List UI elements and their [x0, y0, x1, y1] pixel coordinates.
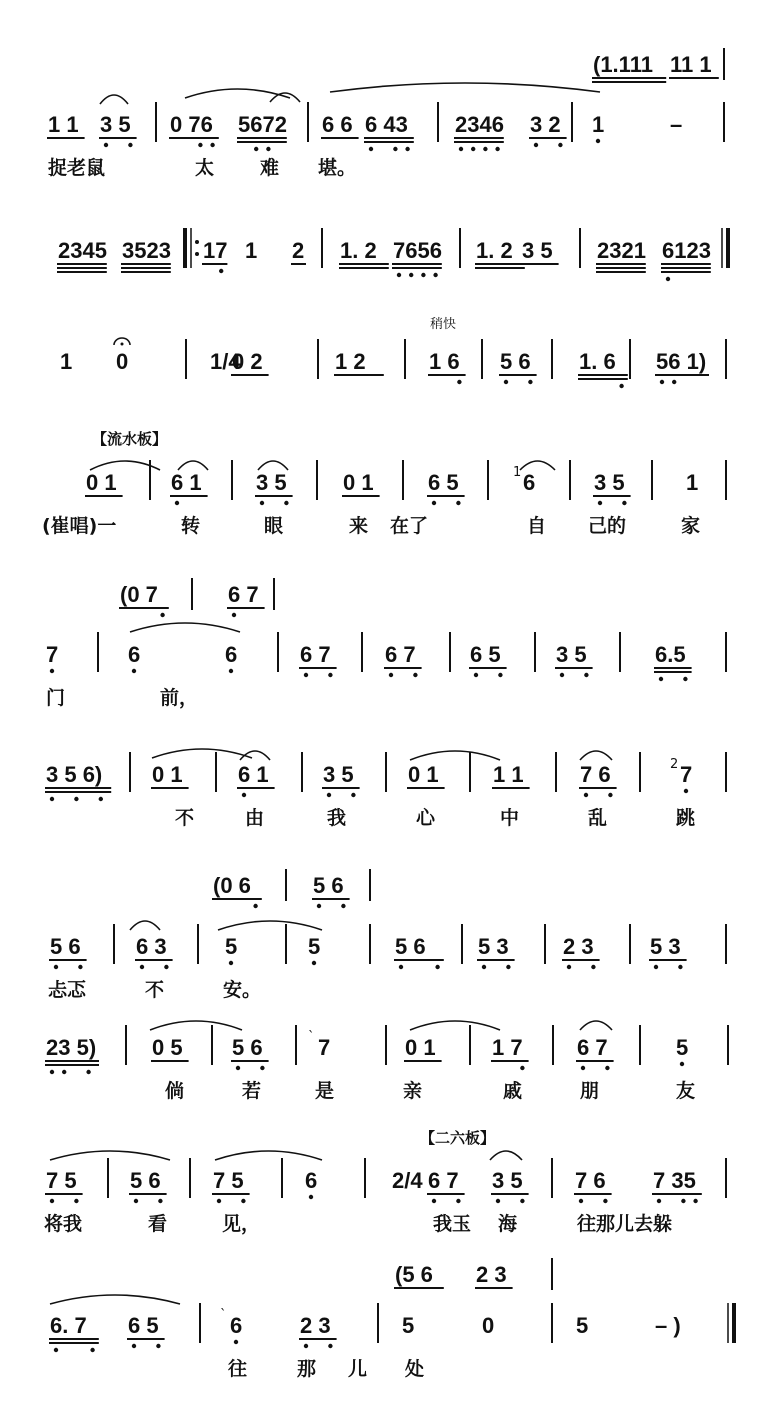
octave-dot	[666, 277, 670, 281]
octave-dot	[304, 673, 308, 677]
octave-dot	[504, 380, 508, 384]
lyric-text: 我	[327, 807, 347, 829]
note-group: 1 6	[429, 349, 460, 374]
octave-dot	[317, 904, 321, 908]
octave-dot	[327, 793, 331, 797]
slur	[258, 461, 288, 470]
octave-dot	[50, 797, 54, 801]
fermata-dot	[121, 343, 124, 346]
note-group: 2/4	[392, 1168, 423, 1193]
note-group: 6	[225, 642, 238, 667]
note-group: 7	[318, 1035, 331, 1060]
note-group: 1. 2	[340, 238, 377, 263]
octave-dot	[659, 677, 663, 681]
octave-dot	[389, 673, 393, 677]
note-group: 6 43	[365, 112, 408, 137]
lyric-text: 不	[145, 979, 165, 1001]
note-group: 56 1)	[656, 349, 707, 374]
grace-note: 2	[670, 757, 679, 772]
octave-dot	[198, 143, 202, 147]
lyric-text: 跳	[676, 807, 696, 829]
note-group: 0	[482, 1313, 495, 1338]
note-group: 2 3	[300, 1313, 331, 1338]
octave-dot	[528, 380, 532, 384]
lyric-text: 难	[260, 157, 280, 179]
note-group: 0 1	[405, 1035, 436, 1060]
octave-dot	[156, 1344, 160, 1348]
note-group: 1 2	[335, 349, 366, 374]
octave-dot	[229, 961, 233, 965]
octave-dot	[132, 669, 136, 673]
note-group: 5	[676, 1035, 689, 1060]
note-group: 0 76	[170, 112, 213, 137]
note-group: 1	[686, 470, 699, 495]
octave-dot	[74, 1199, 78, 1203]
note-group: 0 1	[408, 762, 439, 787]
octave-dot	[254, 147, 258, 151]
octave-dot	[86, 1070, 90, 1074]
note-group: – )	[655, 1313, 681, 1338]
octave-dot	[558, 143, 562, 147]
octave-dot	[680, 1062, 684, 1066]
lyric-text: 见，	[222, 1213, 261, 1235]
slur	[215, 1151, 322, 1160]
note-group: 5	[225, 934, 238, 959]
octave-dot	[495, 147, 499, 151]
note-group: 5 6	[395, 934, 426, 959]
note-group: 2321	[597, 238, 646, 263]
lyric-text: 自	[527, 515, 547, 537]
lyric-text: 我玉	[433, 1213, 472, 1235]
note-group: 5 3	[478, 934, 509, 959]
octave-dot	[260, 1066, 264, 1070]
octave-dot	[678, 965, 682, 969]
octave-dot	[50, 669, 54, 673]
repeat-dot	[195, 252, 199, 256]
octave-dot	[397, 273, 401, 277]
octave-dot	[217, 1199, 221, 1203]
octave-dot	[684, 789, 688, 793]
slur	[218, 921, 322, 930]
octave-dot	[132, 1344, 136, 1348]
lyric-text: 堪。	[318, 157, 357, 179]
note-group: (1.111	[593, 52, 653, 77]
octave-dot	[471, 147, 475, 151]
slur	[330, 83, 600, 92]
octave-dot	[50, 1070, 54, 1074]
lyric-text: 往	[228, 1358, 248, 1380]
note-group: 6 3	[136, 934, 167, 959]
octave-dot	[164, 965, 168, 969]
octave-dot	[560, 673, 564, 677]
note-group: 3 5	[556, 642, 587, 667]
octave-dot	[605, 1066, 609, 1070]
octave-dot	[474, 673, 478, 677]
lyric-text: 亲	[403, 1080, 423, 1102]
octave-dot	[456, 1199, 460, 1203]
lyric-text: 由	[245, 807, 265, 829]
octave-dot	[608, 793, 612, 797]
note-group: (0 7	[120, 582, 158, 607]
octave-dot	[99, 797, 103, 801]
slur	[410, 751, 500, 760]
slur	[410, 1021, 500, 1030]
octave-dot	[432, 1199, 436, 1203]
note-group: 2	[292, 238, 305, 263]
lyric-text: 往那儿去躲	[577, 1213, 673, 1235]
octave-dot	[393, 147, 397, 151]
note-group: 6 7	[385, 642, 416, 667]
octave-dot	[421, 273, 425, 277]
lyric-text: 那	[297, 1358, 317, 1380]
lyric-text: 家	[681, 515, 701, 537]
lyric-text: 转	[181, 515, 201, 537]
octave-dot	[242, 793, 246, 797]
note-group: 6 5	[428, 470, 459, 495]
octave-dot	[304, 1344, 308, 1348]
octave-dot	[681, 1199, 685, 1203]
octave-dot	[328, 673, 332, 677]
note-group: 6. 7	[50, 1313, 87, 1338]
octave-dot	[175, 501, 179, 505]
note-group: 3 5 6)	[46, 762, 103, 787]
note-group: 5672	[238, 112, 287, 137]
octave-dot	[54, 965, 58, 969]
note-group: 5 6	[50, 934, 81, 959]
lyric-text: 倘	[165, 1080, 185, 1102]
octave-dot	[619, 384, 623, 388]
note-group: 3523	[122, 238, 171, 263]
octave-dot	[482, 965, 486, 969]
octave-dot	[456, 501, 460, 505]
octave-dot	[657, 1199, 661, 1203]
octave-dot	[253, 904, 257, 908]
slur	[152, 749, 252, 758]
note-group: 6	[230, 1313, 243, 1338]
octave-dot	[160, 613, 164, 617]
octave-dot	[409, 273, 413, 277]
octave-dot	[309, 1195, 313, 1199]
note-group: 3 5	[256, 470, 287, 495]
octave-dot	[351, 793, 355, 797]
note-group: 7	[46, 642, 59, 667]
lyric-text: 乱	[588, 807, 608, 829]
note-group: 5	[308, 934, 321, 959]
octave-dot	[584, 673, 588, 677]
note-group: 7 6	[575, 1168, 606, 1193]
octave-dot	[54, 1348, 58, 1352]
octave-dot	[660, 380, 664, 384]
note-group: 6 1	[238, 762, 269, 787]
octave-dot	[622, 501, 626, 505]
note-group: 1	[592, 112, 605, 137]
note-group: 0 5	[152, 1035, 183, 1060]
octave-dot	[581, 1066, 585, 1070]
note-group: 0 1	[343, 470, 374, 495]
lyric-text: 己的	[588, 515, 627, 537]
note-group: 11 1	[670, 52, 712, 77]
note-group: 5 6	[500, 349, 531, 374]
octave-dot	[435, 965, 439, 969]
note-group: 2 3	[476, 1262, 507, 1287]
octave-dot	[236, 1066, 240, 1070]
octave-dot	[210, 143, 214, 147]
note-group: 6 7	[300, 642, 331, 667]
octave-dot	[432, 501, 436, 505]
note-group: 0 1	[86, 470, 117, 495]
slur	[490, 1151, 522, 1160]
lyric-text: 友	[676, 1080, 696, 1102]
octave-dot	[520, 1066, 524, 1070]
octave-dot	[50, 1199, 54, 1203]
slur	[178, 461, 208, 470]
note-group: 23 5)	[46, 1035, 97, 1060]
slur	[270, 93, 300, 102]
lyric-text: 忐忑	[48, 979, 87, 1001]
octave-dot	[140, 965, 144, 969]
octave-dot	[369, 147, 373, 151]
octave-dot	[229, 669, 233, 673]
lyric-text: 心	[416, 807, 436, 829]
octave-dot	[341, 904, 345, 908]
octave-dot	[603, 1199, 607, 1203]
slur	[100, 95, 128, 104]
lyric-text: 太	[195, 157, 215, 179]
slur	[50, 1295, 180, 1304]
slur	[240, 751, 270, 760]
note-group: 17	[203, 238, 228, 263]
octave-dot	[520, 1199, 524, 1203]
octave-dot	[328, 1344, 332, 1348]
note-group: 5	[402, 1313, 415, 1338]
octave-dot	[399, 965, 403, 969]
grace-note: ˋ	[220, 1308, 227, 1323]
note-group: 6 7	[228, 582, 259, 607]
note-group: 7 5	[46, 1168, 77, 1193]
note-group: 7 5	[213, 1168, 244, 1193]
note-group: 3 5	[492, 1168, 523, 1193]
lyric-text: 在了	[390, 515, 429, 537]
octave-dot	[266, 147, 270, 151]
lyric-text: 门	[46, 687, 66, 709]
lyric-text: 戚	[503, 1080, 523, 1102]
note-group: 0 2	[232, 349, 263, 374]
octave-dot	[496, 1199, 500, 1203]
slur	[130, 623, 240, 632]
note-group: 5 6	[313, 873, 344, 898]
octave-dot	[134, 1199, 138, 1203]
note-group: 6 7	[428, 1168, 459, 1193]
octave-dot	[433, 273, 437, 277]
note-group: 6 1	[171, 470, 202, 495]
octave-dot	[158, 1199, 162, 1203]
note-group: 1 1	[493, 762, 524, 787]
octave-dot	[62, 1070, 66, 1074]
octave-dot	[654, 965, 658, 969]
note-group: 7	[680, 762, 693, 787]
octave-dot	[567, 965, 571, 969]
slur	[130, 921, 160, 930]
note-group: 5 6	[232, 1035, 263, 1060]
note-group: 6123	[662, 238, 711, 263]
note-group: 7656	[393, 238, 442, 263]
octave-dot	[534, 143, 538, 147]
octave-dot	[284, 501, 288, 505]
lyric-text: 儿	[348, 1358, 368, 1380]
octave-dot	[506, 965, 510, 969]
lyric-text: 若	[242, 1080, 262, 1102]
octave-dot	[260, 501, 264, 505]
octave-dot	[596, 139, 600, 143]
note-group: 6.5	[655, 642, 686, 667]
slur	[50, 1151, 170, 1160]
note-group: 5	[576, 1313, 589, 1338]
octave-dot	[498, 673, 502, 677]
octave-dot	[693, 1199, 697, 1203]
note-group: 1. 6	[579, 349, 616, 374]
note-group: 1 1	[48, 112, 79, 137]
slur	[520, 461, 555, 470]
note-group: 1 7	[492, 1035, 523, 1060]
octave-dot	[457, 380, 461, 384]
note-group: 3 5	[100, 112, 131, 137]
note-group: 1. 2	[476, 238, 513, 263]
note-group: 6	[305, 1168, 318, 1193]
lyric-text: 不	[175, 807, 195, 829]
lyric-text: 将我	[44, 1213, 83, 1235]
note-group: 3 5	[323, 762, 354, 787]
note-group: 3 2	[530, 112, 561, 137]
lyric-text: 中	[500, 807, 520, 829]
octave-dot	[683, 677, 687, 681]
grace-note: ˋ	[308, 1030, 315, 1045]
note-group: (0 6	[213, 873, 251, 898]
octave-dot	[579, 1199, 583, 1203]
note-group: 6	[523, 470, 536, 495]
lyric-text: 是	[315, 1080, 335, 1102]
lyric-text: (崔唱)一	[42, 515, 117, 537]
note-group: 0	[116, 349, 129, 374]
octave-dot	[405, 147, 409, 151]
octave-dot	[312, 961, 316, 965]
slur	[580, 1021, 612, 1030]
note-group: 5 6	[130, 1168, 161, 1193]
section-label: 【二六板】	[420, 1129, 496, 1147]
note-group: 6 5	[470, 642, 501, 667]
slur	[580, 751, 612, 760]
note-group: 1	[60, 349, 73, 374]
octave-dot	[459, 147, 463, 151]
octave-dot	[74, 797, 78, 801]
note-group: 3 5	[522, 238, 553, 263]
octave-dot	[234, 1340, 238, 1344]
note-group: 3 5	[594, 470, 625, 495]
octave-dot	[672, 380, 676, 384]
octave-dot	[584, 793, 588, 797]
note-group: (5 6	[395, 1262, 433, 1287]
note-group: 5 3	[650, 934, 681, 959]
note-group: 6 7	[577, 1035, 608, 1060]
grace-note: 1	[513, 465, 522, 480]
lyric-text: 来	[349, 515, 369, 537]
octave-dot	[413, 673, 417, 677]
note-group: 2345	[58, 238, 107, 263]
octave-dot	[598, 501, 602, 505]
lyric-text: 眼	[264, 515, 284, 537]
octave-dot	[219, 269, 223, 273]
tempo-mark: 稍快	[430, 317, 457, 332]
section-label: 【流水板】	[92, 430, 168, 448]
note-group: 2 3	[563, 934, 594, 959]
note-group: 7 6	[580, 762, 611, 787]
octave-dot	[232, 613, 236, 617]
note-group: 1/4	[210, 349, 241, 374]
note-group: 6	[128, 642, 141, 667]
note-group: 2346	[455, 112, 504, 137]
note-group: 0 1	[152, 762, 183, 787]
repeat-dot	[195, 240, 199, 244]
octave-dot	[128, 143, 132, 147]
lyric-text: 处	[405, 1358, 425, 1380]
lyric-text: 安。	[223, 979, 262, 1001]
lyric-text: 捉老鼠	[48, 157, 106, 179]
octave-dot	[591, 965, 595, 969]
note-group: 6 6	[322, 112, 353, 137]
octave-dot	[483, 147, 487, 151]
lyric-text: 前，	[160, 687, 199, 709]
octave-dot	[90, 1348, 94, 1352]
lyric-text: 海	[498, 1213, 518, 1235]
lyric-text: 看	[148, 1213, 168, 1235]
octave-dot	[241, 1199, 245, 1203]
octave-dot	[104, 143, 108, 147]
note-group: 1	[245, 238, 258, 263]
note-group: 7 35	[653, 1168, 696, 1193]
note-group: –	[670, 112, 683, 137]
note-group: 6 5	[128, 1313, 159, 1338]
octave-dot	[78, 965, 82, 969]
slur	[150, 1021, 242, 1030]
lyric-text: 朋	[580, 1080, 600, 1102]
